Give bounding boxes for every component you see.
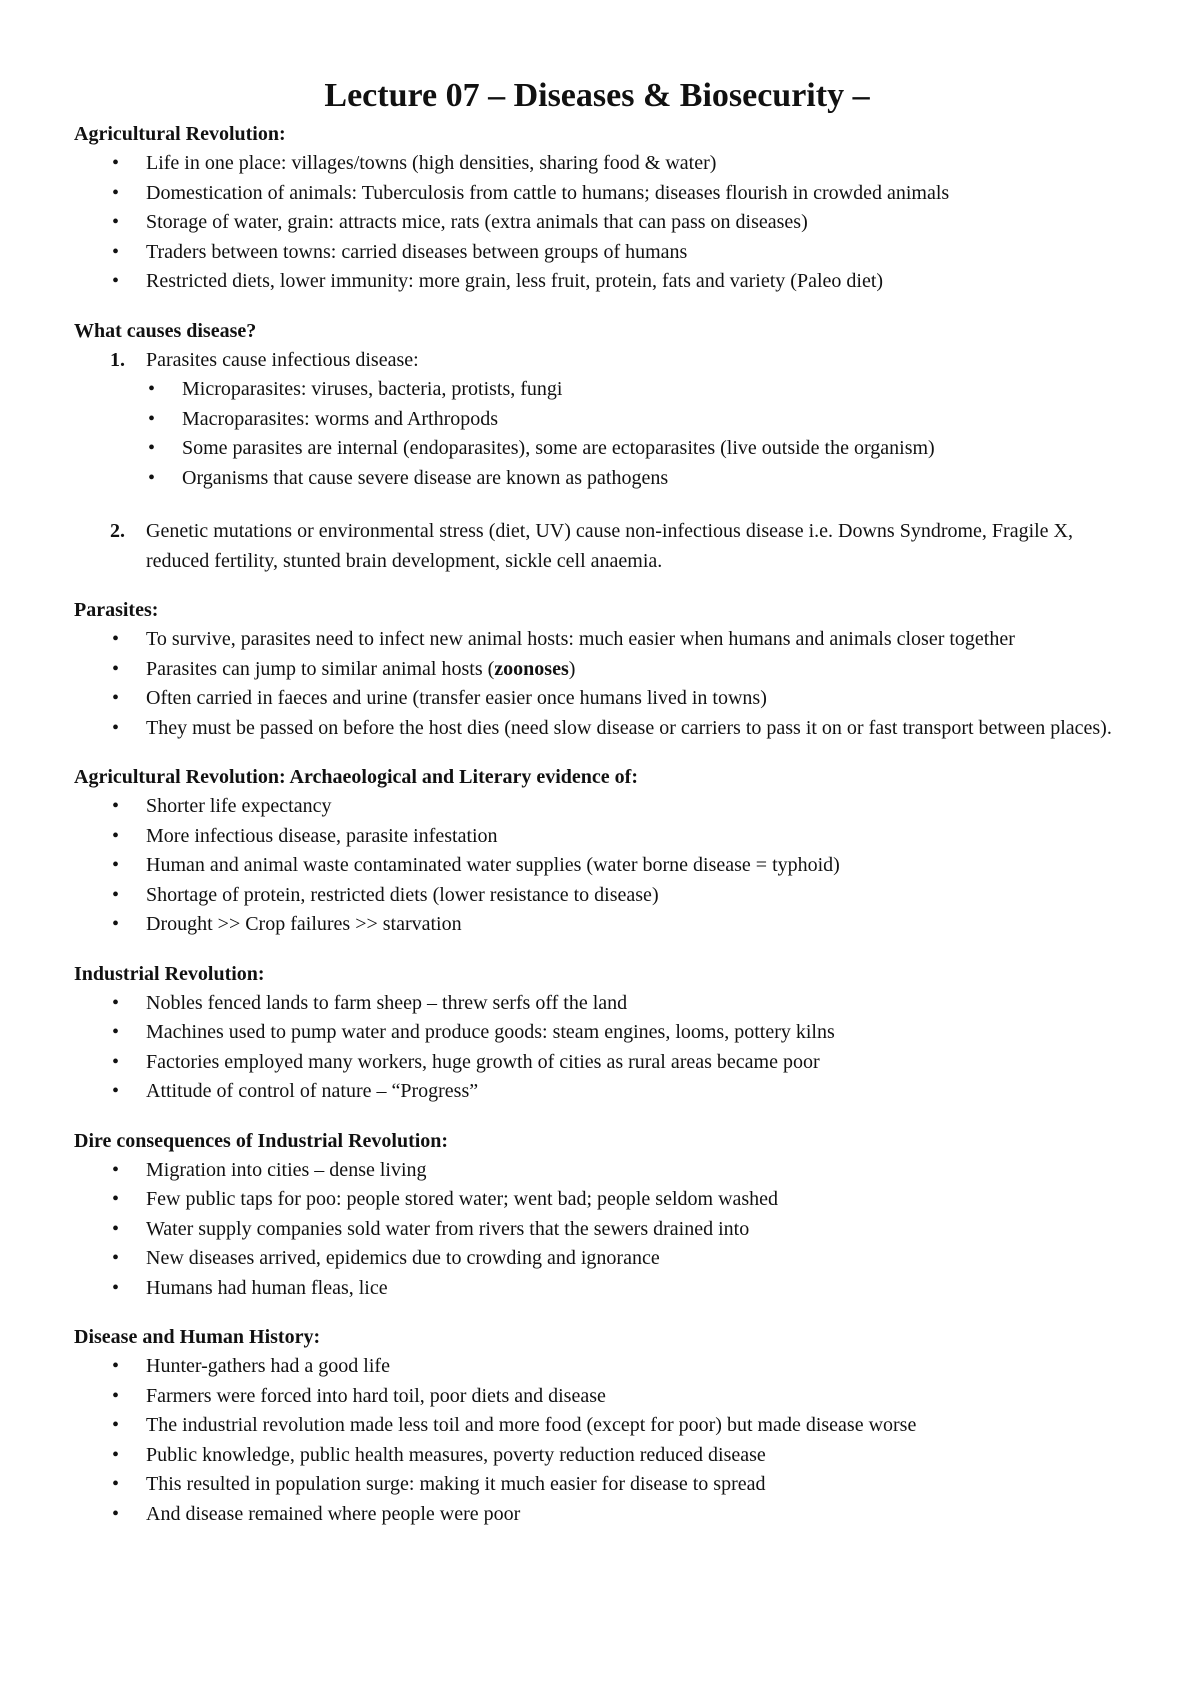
list-item: • Factories employed many workers, huge growth of cities as rural areas became poor <box>146 1048 1140 1078</box>
list-item: • Some parasites are internal (endoparasites), some are ectoparasites (live outside the organism) <box>182 434 1140 464</box>
list-item: • Farmers were forced into hard toil, poor diets and disease <box>146 1382 1140 1412</box>
list-item: • Storage of water, grain: attracts mice, rats (extra animals that can pass on diseases) <box>146 208 1140 238</box>
item-number: 2. <box>110 520 125 542</box>
list-item: • Microparasites: viruses, bacteria, protists, fungi <box>182 375 1140 405</box>
list-item: • New diseases arrived, epidemics due to crowding and ignorance <box>146 1244 1140 1274</box>
list-item: • Restricted diets, lower immunity: more grain, less fruit, protein, fats and variety (Paleo diet) <box>146 267 1140 297</box>
item-text: Parasites can jump to similar animal hosts ( <box>146 657 495 680</box>
list-item: • Traders between towns: carried diseases between groups of humans <box>146 238 1140 268</box>
section-heading: Industrial Revolution: <box>74 962 265 985</box>
list-item: • And disease remained where people were poor <box>146 1500 1140 1530</box>
section-what-causes-disease <box>74 317 1140 577</box>
bullet-list <box>74 1352 1140 1529</box>
list-item: • Life in one place: villages/towns (high densities, sharing food & water) <box>146 149 1140 179</box>
bullet-list <box>74 625 1140 743</box>
section-heading: Dire consequences of Industrial Revolution: <box>74 1129 449 1152</box>
list-item: • Machines used to pump water and produce goods: steam engines, looms, pottery kilns <box>146 1018 1140 1048</box>
list-item: • Macroparasites: worms and Arthropods <box>182 405 1140 435</box>
list-item: • Shortage of protein, restricted diets (lower resistance to disease) <box>146 881 1140 911</box>
item-text: ) <box>568 657 576 680</box>
item-number: 1. <box>110 348 125 371</box>
list-item: • Attitude of control of nature – “Progress” <box>146 1077 1140 1107</box>
numbered-item <box>110 517 1140 576</box>
list-item: • Hunter-gathers had a good life <box>146 1352 1140 1382</box>
section-disease-human-history <box>74 1323 1140 1529</box>
zoonoses-term: zoonoses <box>494 657 569 680</box>
section-heading: Disease and Human History: <box>74 1326 321 1348</box>
page-title: Lecture 07 – Diseases & Biosecurity – <box>324 77 870 114</box>
list-item: • Few public taps for poo: people stored water; went bad; people seldom washed <box>146 1185 1140 1215</box>
list-item: • Drought >> Crop failures >> starvation <box>146 910 1140 940</box>
bullet-list <box>74 1156 1140 1304</box>
section-agricultural-evidence <box>74 763 1140 940</box>
list-item: • Shorter life expectancy <box>146 792 1140 822</box>
list-item: • Water supply companies sold water from rivers that the sewers drained into <box>146 1215 1140 1245</box>
bullet-list <box>74 989 1140 1107</box>
list-item: • Often carried in faeces and urine (transfer easier once humans lived in towns) <box>146 684 1140 714</box>
list-item: • More infectious disease, parasite infestation <box>146 822 1140 852</box>
bullet-list <box>74 792 1140 940</box>
list-item: • Organisms that cause severe disease are known as pathogens <box>182 464 1140 494</box>
list-item <box>146 655 1140 685</box>
item-text: Genetic mutations or environmental stress (diet, UV) cause non-infectious disease i.e. Downs Syndrome, Fragile X, reduced fertility, stunted brain development, sickle cell anaemia. <box>146 520 1074 572</box>
section-agricultural-revolution <box>74 120 1140 297</box>
numbered-list <box>74 346 1140 577</box>
list-item: • This resulted in population surge: making it much easier for disease to spread <box>146 1470 1140 1500</box>
section-dire-consequences <box>74 1127 1140 1304</box>
sub-bullet-list <box>146 375 1140 493</box>
list-item: • Migration into cities – dense living <box>146 1156 1140 1186</box>
list-item: • Public knowledge, public health measures, poverty reduction reduced disease <box>146 1441 1140 1471</box>
section-heading: What causes disease? <box>74 319 257 342</box>
bullet-list <box>74 149 1140 297</box>
list-item: • Domestication of animals: Tuberculosis from cattle to humans; diseases flourish in crowded animals <box>146 179 1140 209</box>
section-industrial-revolution <box>74 960 1140 1107</box>
section-heading: Agricultural Revolution: Archaeological and Literary evidence of: <box>74 766 638 788</box>
list-item: • To survive, parasites need to infect new animal hosts: much easier when humans and animals closer together <box>146 625 1140 655</box>
section-parasites <box>74 596 1140 743</box>
list-item: • They must be passed on before the host dies (need slow disease or carriers to pass it on or fast transport between places). <box>146 714 1140 744</box>
numbered-item <box>110 346 1140 518</box>
list-item: • Nobles fenced lands to farm sheep – threw serfs off the land <box>146 989 1140 1019</box>
list-item: • Human and animal waste contaminated water supplies (water borne disease = typhoid) <box>146 851 1140 881</box>
list-item: • Humans had human fleas, lice <box>146 1274 1140 1304</box>
section-heading: Parasites: <box>74 599 159 621</box>
section-heading: Agricultural Revolution: <box>74 123 286 145</box>
item-text: Parasites cause infectious disease: <box>146 348 419 371</box>
list-item: • The industrial revolution made less toil and more food (except for poor) but made disease worse <box>146 1411 1140 1441</box>
